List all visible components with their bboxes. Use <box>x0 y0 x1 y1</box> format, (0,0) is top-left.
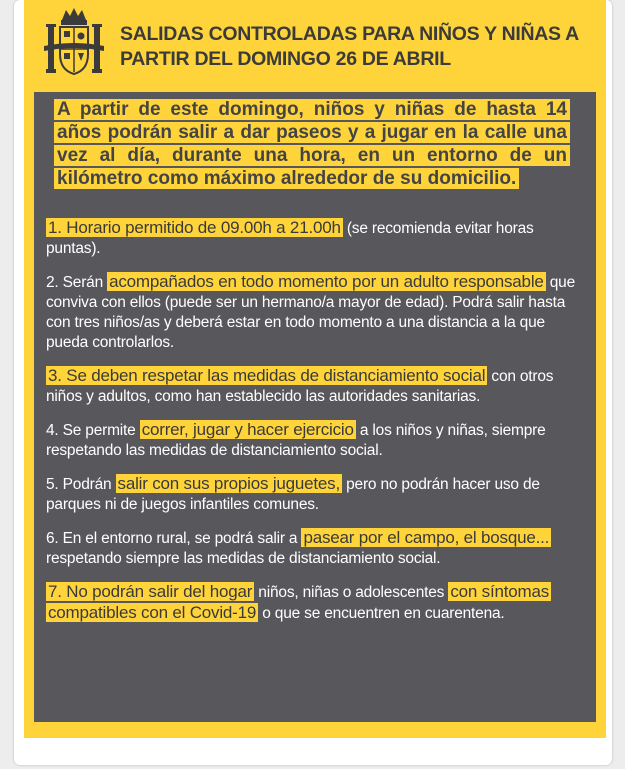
rule-highlight: con síntomas compatibles con el Covid-19 <box>48 582 550 622</box>
info-panel <box>34 92 596 722</box>
rule-item-2 <box>46 272 586 353</box>
rule-text: con otros niños y adultos, como han establecido las autoridades sanitarias. <box>46 368 554 405</box>
rule-item-1 <box>46 218 586 259</box>
poster <box>24 0 606 738</box>
intro-text: A partir de este domingo, niños y niñas de hasta 14 años podrán salir a dar paseos y a jugar en la calle una vez al día, durante una hora, en un entorno de un kilómetro como máximo alrededor de su domicilio. <box>54 99 570 189</box>
rules-list <box>46 218 586 637</box>
rule-highlight: correr, jugar y hacer ejercicio <box>141 420 354 439</box>
rule-item-4 <box>46 420 586 461</box>
rule-text: respetando siempre las medidas de distanciamiento social. <box>46 550 441 567</box>
rule-text: 2. Serán <box>46 274 108 291</box>
intro-paragraph <box>54 98 570 190</box>
rule-text: o que se encuentren en cuarentena. <box>258 605 505 622</box>
rule-item-5 <box>46 474 586 515</box>
rule-text: que conviva con ellos (puede ser un hermano/a mayor de edad). Podrá salir hasta con tres niños/as y deberá estar en todo momento a una distancia a la que pueda controlarlos. <box>46 274 576 351</box>
rule-text: (se recomienda evitar horas puntas). <box>46 220 534 257</box>
rule-highlight: acompañados en todo momento por un adulto responsable <box>109 272 544 291</box>
rule-text: 4. Se permite <box>46 422 140 439</box>
rule-text: a los niños y niñas, siempre respetando las medidas de distanciamiento social. <box>46 422 546 459</box>
rule-highlight: 7. No podrán salir del hogar <box>48 582 253 601</box>
rule-highlight: 1. Horario permitido de 09.00h a 21.00h <box>48 218 341 237</box>
rule-item-7 <box>46 582 586 624</box>
rule-text: pero no podrán hacer uso de parques ni de juegos infantiles comunes. <box>46 476 540 513</box>
rule-text: niños, niñas o adolescentes <box>254 584 449 601</box>
rule-text: 5. Podrán <box>46 476 116 493</box>
page-title: SALIDAS CONTROLADAS PARA NIÑOS Y NIÑAS A PARTIR DEL DOMINGO 26 DE ABRIL <box>120 23 579 70</box>
rule-highlight: 3. Se deben respetar las medidas de distanciamiento social <box>48 366 486 385</box>
rule-text: 6. En el entorno rural, se podrá salir a <box>46 530 302 547</box>
rule-highlight: pasear por el campo, el bosque... <box>303 528 550 547</box>
spain-coat-of-arms-icon <box>44 6 104 80</box>
rule-highlight: salir con sus propios juguetes, <box>117 474 341 493</box>
rule-item-6 <box>46 528 586 569</box>
rule-item-3 <box>46 366 586 407</box>
